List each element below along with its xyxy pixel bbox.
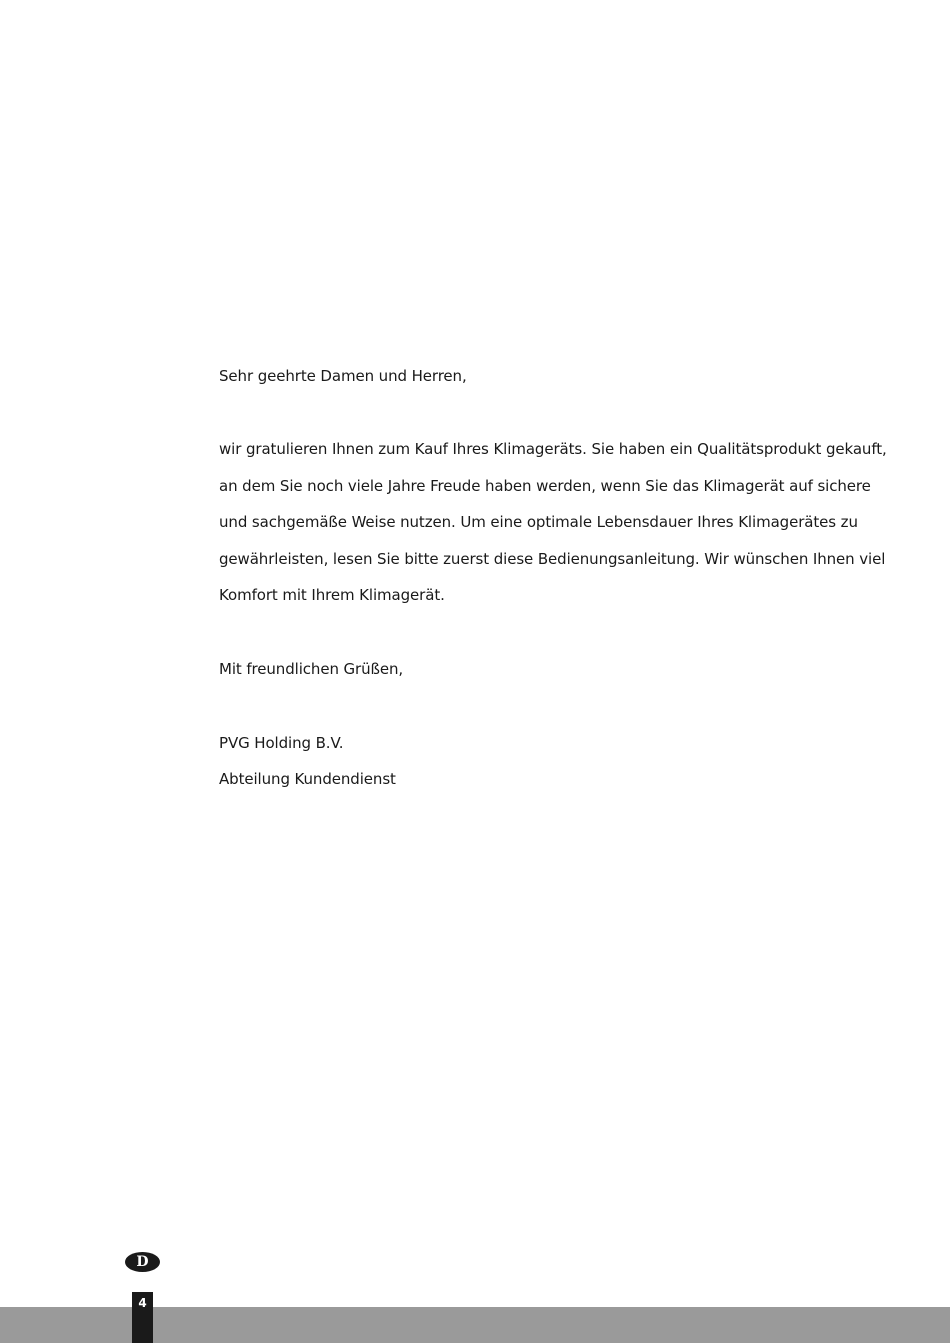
body-line: und sachgemäße Weise nutzen. Um eine optimale Lebensdauer Ihres Klimagerätes zu bbox=[219, 513, 858, 531]
body-line: gewährleisten, lesen Sie bitte zuerst diese Bedienungsanleitung. Wir wünschen Ihnen viel bbox=[219, 550, 886, 568]
signature-company: PVG Holding B.V. bbox=[219, 734, 344, 752]
closing: Mit freundlichen Grüßen, bbox=[219, 660, 404, 678]
body-line: an dem Sie noch viele Jahre Freude haben werden, wenn Sie das Klimagerät auf sichere bbox=[219, 477, 871, 495]
signature-department: Abteilung Kundendienst bbox=[219, 770, 396, 788]
language-badge: D bbox=[125, 1252, 160, 1272]
salutation: Sehr geehrte Damen und Herren, bbox=[219, 367, 467, 385]
body-line: Komfort mit Ihrem Klimagerät. bbox=[219, 586, 445, 604]
body-line: wir gratulieren Ihnen zum Kauf Ihres Klimageräts. Sie haben ein Qualitätsprodukt gekauft, bbox=[219, 440, 887, 458]
page-number: 4 bbox=[132, 1292, 153, 1343]
